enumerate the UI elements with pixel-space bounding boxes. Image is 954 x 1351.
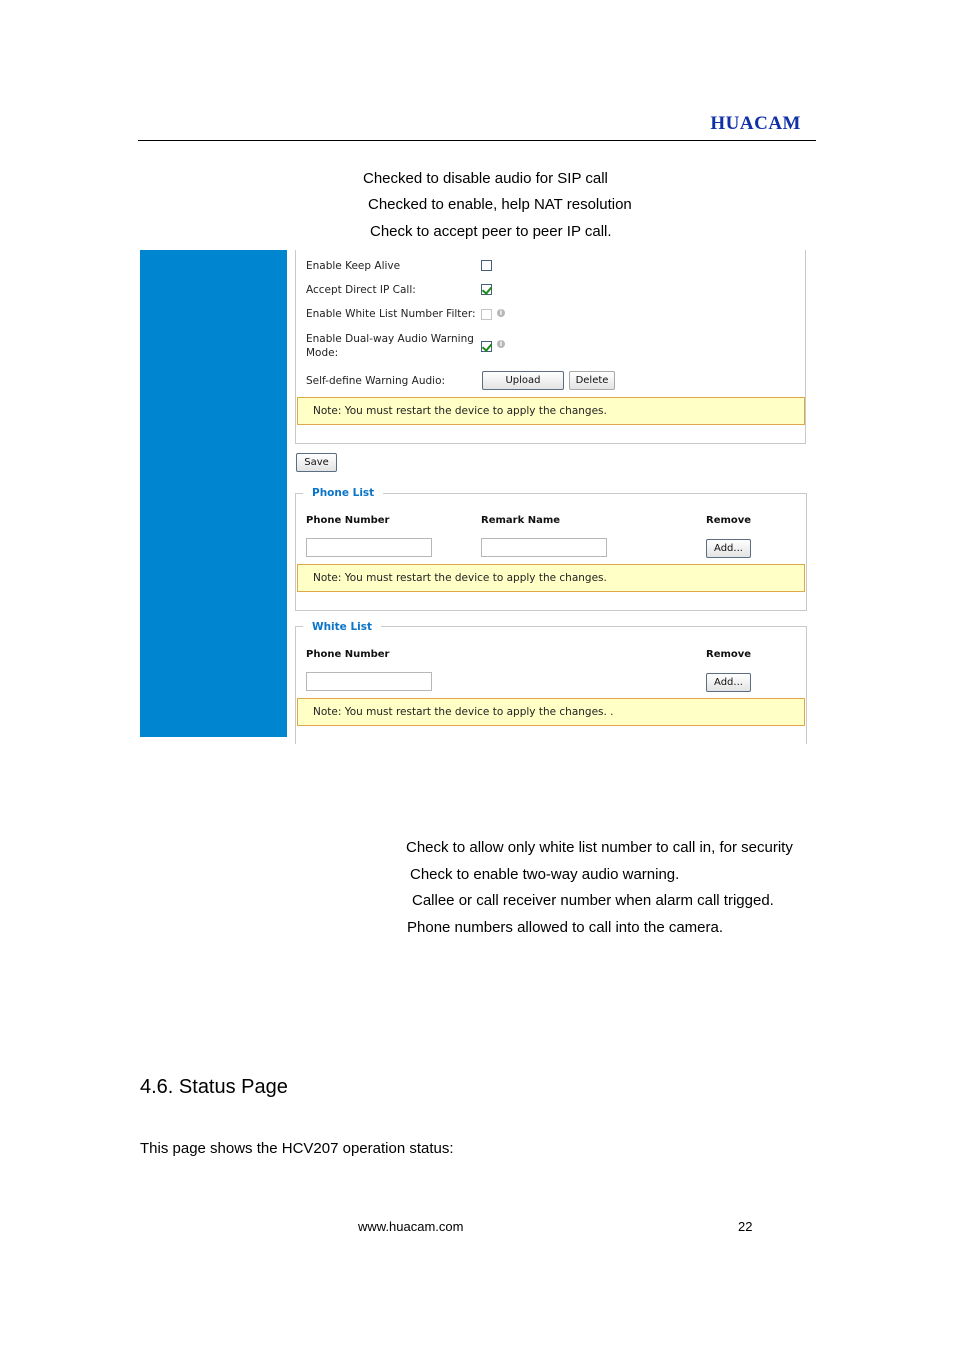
save-button[interactable]: Save [296,453,337,472]
dual-way-checkbox[interactable] [481,341,492,352]
header-divider [138,140,816,141]
info-icon: i [497,340,505,348]
phone-list-col-remark: Remark Name [481,515,561,526]
phone-list-col-phone: Phone Number [306,515,390,526]
white-list-col-remove: Remove [706,649,752,660]
section-intro: This page shows the HCV207 operation status: [140,1140,454,1157]
phone-list-restart-note: Note: You must restart the device to apply the changes. [297,564,805,592]
description-phone-list: Callee or call receiver number when alarm call trigged. [412,892,774,909]
settings-frame-bottom [295,443,806,444]
white-list-restart-note: Note: You must restart the device to apply the changes. . [297,698,805,726]
dual-way-label-line1: Enable Dual-way Audio Warning [306,333,474,345]
upload-button[interactable]: Upload [482,371,564,390]
page-number: 22 [738,1219,753,1234]
info-icon: i [497,309,505,317]
white-list-legend: White List [303,621,381,633]
description-dual-way-audio: Check to enable two-way audio warning. [410,866,680,883]
phone-list-legend: Phone List [303,487,383,499]
settings-frame-right [805,250,806,443]
phone-list-add-button[interactable]: Add... [706,539,751,558]
phone-list-col-remove: Remove [706,515,752,526]
brand-logo-text: HUACAM [710,113,801,134]
description-white-list: Phone numbers allowed to call into the camera. [407,919,724,936]
restart-note: Note: You must restart the device to apply the changes. [297,397,805,425]
description-direct-ip: Check to accept peer to peer IP call. [370,223,612,240]
white-list-filter-label: Enable White List Number Filter: [306,308,476,320]
white-list-filter-checkbox[interactable] [481,309,492,320]
white-list-col-phone: Phone Number [306,649,390,660]
settings-frame-left [295,250,296,443]
phone-list-remark-input[interactable] [481,538,607,557]
description-white-list-filter: Check to allow only white list number to call in, for security [406,839,793,856]
white-list-phone-input[interactable] [306,672,432,691]
delete-button[interactable]: Delete [569,371,615,390]
description-keep-alive: Checked to enable, help NAT resolution [368,196,632,213]
direct-ip-checkbox[interactable] [481,284,492,295]
white-list-add-button[interactable]: Add... [706,673,751,692]
direct-ip-label: Accept Direct IP Call: [306,284,416,296]
phone-list-phone-input[interactable] [306,538,432,557]
footer-url: www.huacam.com [358,1219,464,1234]
section-heading: 4.6. Status Page [140,1076,288,1098]
description-disable-audio: Checked to disable audio for SIP call [363,170,608,187]
keep-alive-label: Enable Keep Alive [306,260,401,272]
dual-way-label-line2: Mode: [306,347,339,359]
sidebar-panel [140,250,287,737]
warning-audio-label: Self-define Warning Audio: [306,375,446,387]
keep-alive-checkbox[interactable] [481,260,492,271]
